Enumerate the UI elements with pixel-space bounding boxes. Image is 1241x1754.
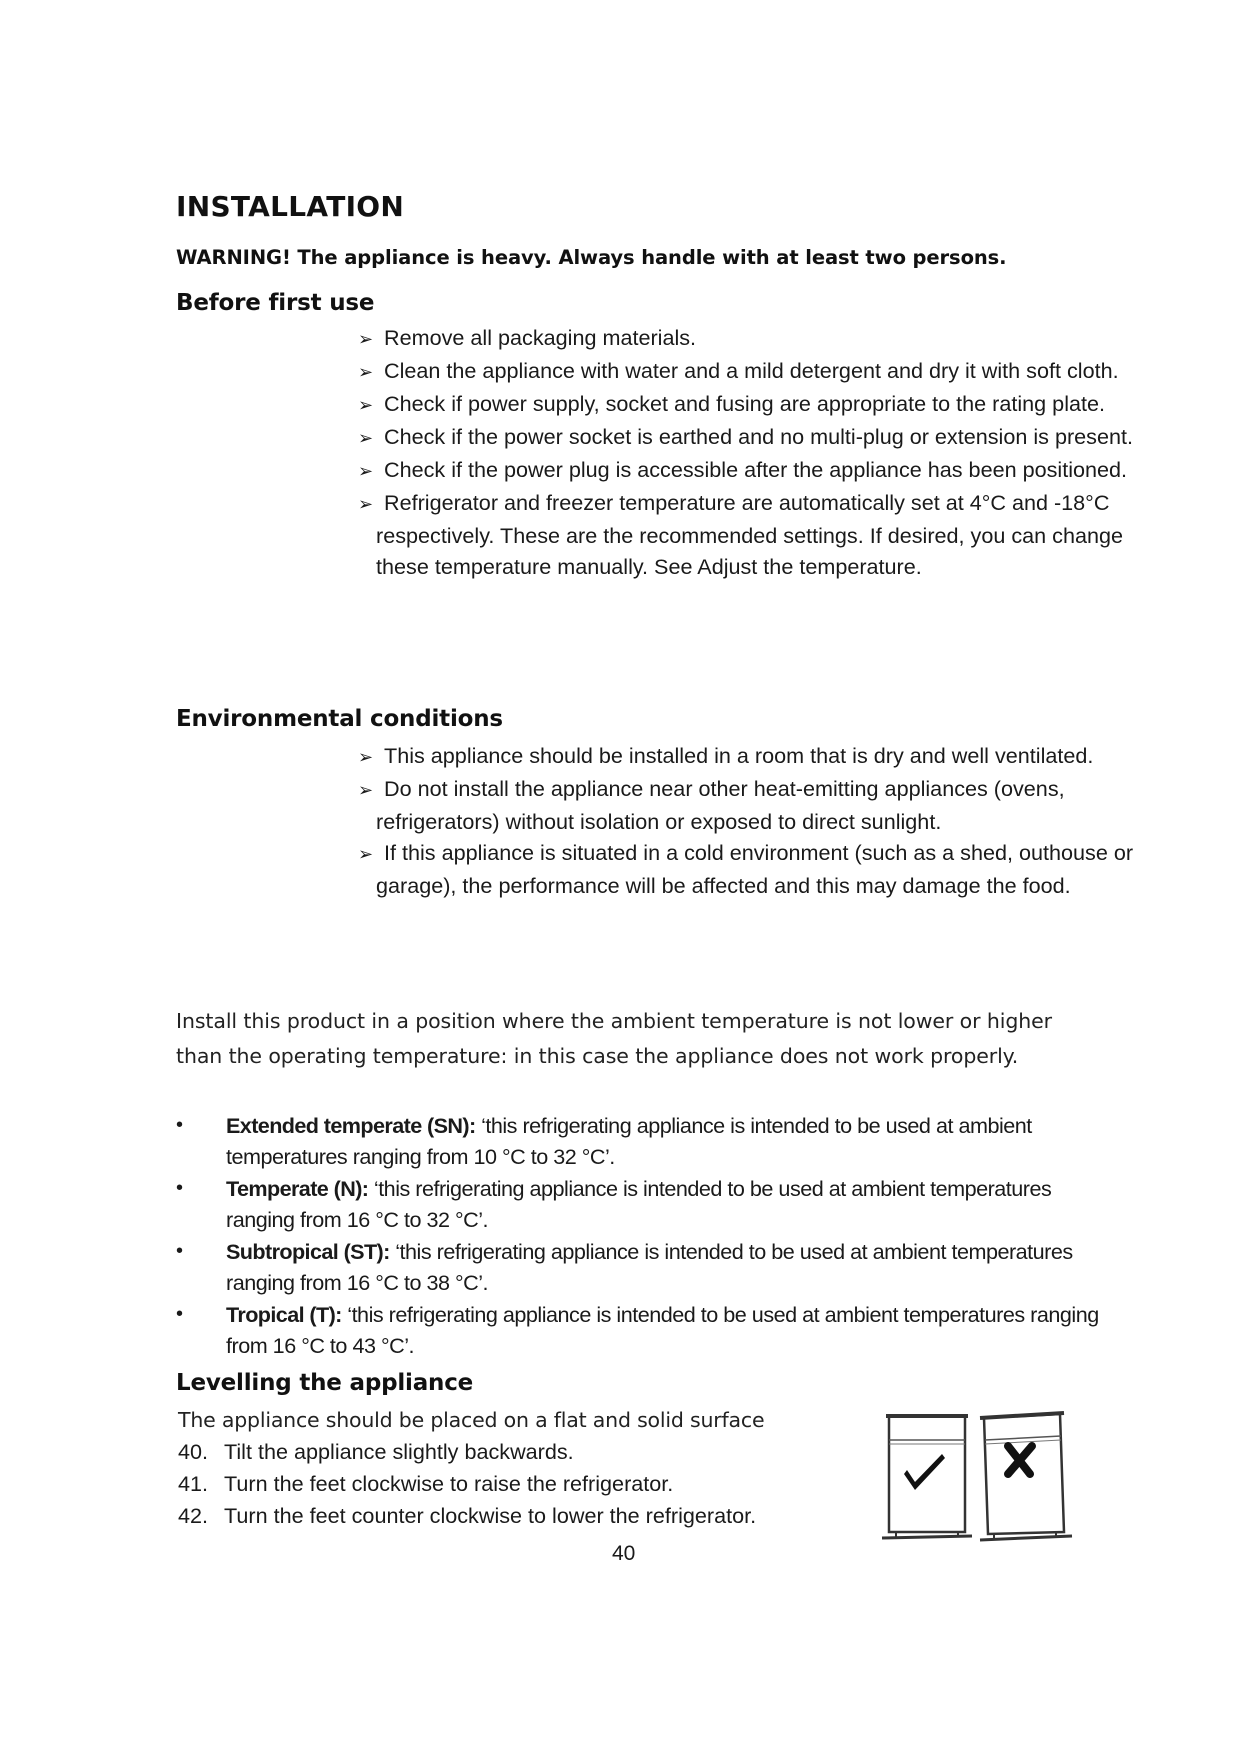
list-item: 41. Turn the feet clockwise to raise the refrigerator.: [178, 1471, 674, 1496]
list-item: ➢ Check if the power plug is accessible after the appliance has been positioned.: [346, 454, 1158, 487]
environmental-conditions-list: [328, 740, 1158, 901]
list-item: • Extended temperate (SN): ‘this refrigerating appliance is intended to be used at ambient temperatures ranging from 10 °C to 32 °C’.: [176, 1110, 1116, 1172]
page-title: INSTALLATION: [176, 190, 405, 223]
warning-text: WARNING! The appliance is heavy. Always handle with at least two persons.: [176, 246, 1007, 269]
bullet-icon: •: [176, 1114, 184, 1136]
page-number: 40: [612, 1542, 636, 1565]
bullet-icon: •: [176, 1303, 184, 1325]
arrow-bullet-icon: ➢: [358, 395, 374, 415]
arrow-bullet-icon: ➢: [358, 780, 374, 800]
before-first-use-list: [328, 322, 1158, 582]
arrow-bullet-icon: ➢: [358, 329, 374, 349]
level-appliance-correct: [882, 1416, 972, 1538]
list-item: ➢ If this appliance is situated in a cold environment (such as a shed, outhouse or garage), the performance will be affected and this may damage the food.: [358, 840, 1134, 898]
list-item: ➢ Clean the appliance with water and a mild detergent and dry it with soft cloth.: [346, 355, 1158, 388]
list-item: ➢ Refrigerator and freezer temperature are automatically set at 4°C and -18°C respectively. These are the recommended settings. If desired, you can change these temperature manually. See Adjust the temperature.: [358, 490, 1123, 579]
bullet-icon: •: [176, 1240, 184, 1262]
levelling-steps: [178, 1436, 756, 1532]
list-item: ➢ Check if the power socket is earthed and no multi-plug or extension is present.: [346, 421, 1158, 454]
list-item: ➢ Check if power supply, socket and fusing are appropriate to the rating plate.: [346, 388, 1158, 421]
before-first-use-heading: Before first use: [176, 290, 375, 316]
list-item: ➢ Remove all packaging materials.: [346, 322, 1158, 355]
ambient-temperature-paragraph: Install this product in a position where the ambient temperature is not lower or higher than the operating temperature: in this case the appliance does not work properly.: [176, 1009, 1052, 1068]
levelling-illustration: [880, 1410, 1080, 1550]
list-item: 42. Turn the feet counter clockwise to lower the refrigerator.: [178, 1503, 757, 1528]
climate-class-list: [176, 1110, 1116, 1362]
list-item: 40. Tilt the appliance slightly backwards.: [178, 1439, 574, 1464]
list-item: • Temperate (N): ‘this refrigerating appliance is intended to be used at ambient temperatures ranging from 16 °C to 32 °C’.: [176, 1173, 1116, 1235]
list-item: ➢ Do not install the appliance near other heat-emitting appliances (ovens, refrigerators) without isolation or exposed to direct sunlight.: [358, 776, 1065, 834]
arrow-bullet-icon: ➢: [358, 844, 374, 864]
list-item: • Tropical (T): ‘this refrigerating appliance is intended to be used at ambient temperatures ranging from 16 °C to 43 °C’.: [176, 1299, 1116, 1361]
levelling-heading: Levelling the appliance: [176, 1370, 474, 1396]
arrow-bullet-icon: ➢: [358, 747, 374, 767]
arrow-bullet-icon: ➢: [358, 362, 374, 382]
levelling-intro: The appliance should be placed on a flat and solid surface: [178, 1408, 765, 1432]
list-item: ➢ This appliance should be installed in a room that is dry and well ventilated.: [346, 740, 1158, 773]
environmental-conditions-heading: Environmental conditions: [176, 706, 503, 732]
bullet-icon: •: [176, 1177, 184, 1199]
arrow-bullet-icon: ➢: [358, 461, 374, 481]
list-item: • Subtropical (ST): ‘this refrigerating appliance is intended to be used at ambient temperatures ranging from 16 °C to 38 °C’.: [176, 1236, 1116, 1298]
arrow-bullet-icon: ➢: [358, 494, 374, 514]
arrow-bullet-icon: ➢: [358, 428, 374, 448]
tilted-appliance-wrong: [980, 1413, 1072, 1540]
